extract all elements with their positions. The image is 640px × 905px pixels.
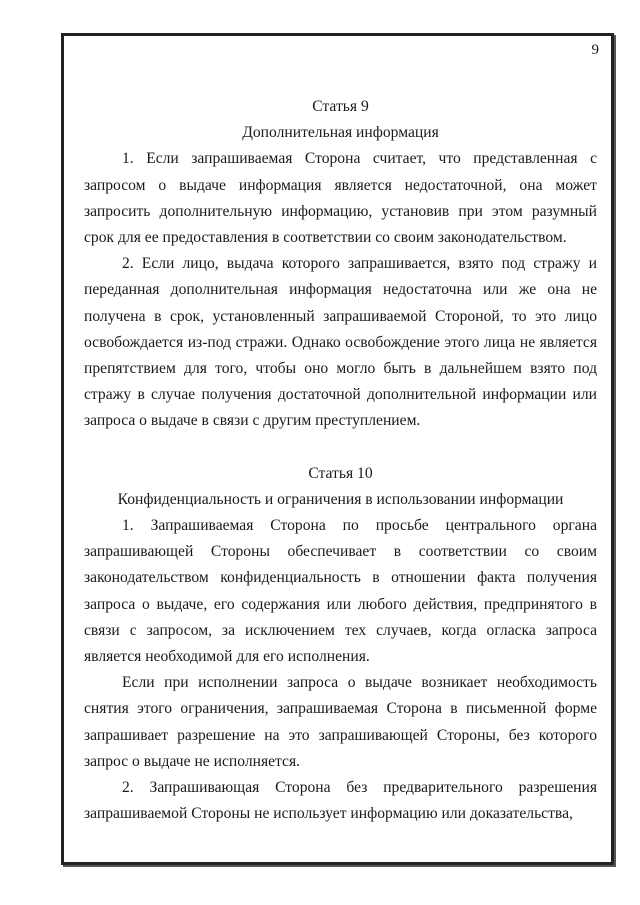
document-body [84, 94, 597, 827]
article-9-title: Статья 9 [312, 98, 369, 115]
page-number: 9 [591, 42, 599, 58]
article-9-paragraph-2: 2. Если лицо, выдача которого запрашивается, взято под стражу и переданная дополнительная информация недостаточна или же она не получена в срок, установленный запрашиваемой Стороной, то это лицо освобождается из-под стражи. Однако освобождение этого лица не является препятствием для того, чтобы оно могло быть в дальнейшем взято под стражу в случае получения достаточной дополнительной информации или запроса о выдаче в связи с другим преступлением. [84, 255, 597, 430]
article-9-subtitle: Дополнительная информация [242, 124, 439, 142]
article-10-paragraph-1: 1. Запрашиваемая Сторона по просьбе центрального органа запрашивающей Стороны обеспечивает в соответствии со своим законодательством конфиденциальность в отношении факта получения запроса о выдаче, его содержания или любого действия, предпринятого в связи с запросом, за исключением тех случаев, когда огласка запроса является необходимой для его исполнения. [84, 517, 597, 666]
article-10-paragraph-2: Если при исполнении запроса о выдаче возникает необходимость снятия этого ограничения, запрашиваемая Сторона в письменной форме запрашивает разрешение на это запрашивающей Стороны, без которого запрос о выдаче не исполняется. [84, 674, 597, 770]
page-border [61, 33, 614, 865]
article-10-title: Статья 10 [308, 464, 373, 482]
article-10-subtitle: Конфиденциальность и ограничения в использовании информации [117, 490, 564, 508]
article-10-paragraph-3: 2. Запрашивающая Сторона без предварительного разрешения запрашиваемой Стороны не использует информацию или доказательства, [84, 779, 597, 823]
section-gap [84, 435, 597, 461]
article-9-paragraph-1: 1. Если запрашиваемая Сторона считает, что представленная с запросом о выдаче информация является недостаточной, она может запросить дополнительную информацию, установив при этом разумный срок для ее предоставления в соответствии со своим законодательством. [84, 150, 597, 247]
